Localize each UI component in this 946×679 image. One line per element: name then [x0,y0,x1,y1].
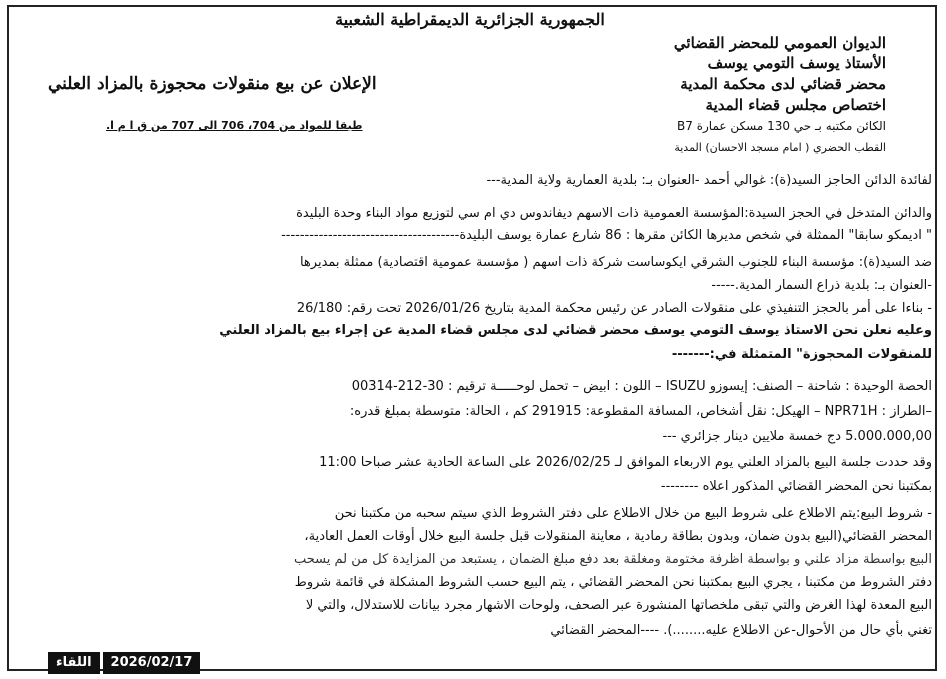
terms-line-4: دفتر الشروط من مكتبنا ، يجري البيع بمكتبنا نحن المحضر القضائي ، يتم البيع حسب الشروط المشكلة في قائمة شروط [294,575,932,590]
intervener-line-1: والدائن المتدخل في الحجز السيدة:المؤسسة العمومية ذات الاسهم ديفاندوس دي ام سي لتوزيع مواد البناء وحدة البليدة [296,206,932,221]
creditor-line: لفائدة الدائن الحاجز السيد(ة): غوالي أحمد -العنوان بـ: بلدية العمارية ولاية المدية--- [486,173,932,188]
debtor-line-2: -العنوان بـ: بلدية ذراع السمار المدية.----- [711,278,932,293]
footer-badges [48,652,203,674]
office-address: الكائن مكتبه بـ حي 130 مسكن عمارة B7 [677,119,886,133]
session-line-1: وقد حددت جلسة البيع بالمزاد العلني يوم الاربعاء الموافق لـ 2026/02/25 على الساعة الحادية عشر صباحا 11:00 [319,455,932,470]
order-line: - بناءا على أمر بالحجز التنفيذي على منقولات الصادر عن رئيس محكمة المدية بتاريخ 2026/01/26 تحت رقم: 26/180 [296,301,932,316]
lot-line-3: 5.000.000,00 دج خمسة ملايين دينار جزائري --- [662,429,932,444]
terms-line-5: البيع المعدة لهذا الغرض والتي تبقى ملخصاتها المنشورة عبر الصحف، ولوحات الاشهار مجرد بيانات للاستدلال، والتي لا [305,598,932,613]
announce-line-2: للمنقولات المحجوزة" المتمثلة في:------- [671,347,932,362]
newspaper-name: اللقاء [48,652,100,674]
publication-date: 2026/02/17 [103,652,201,674]
terms-line-3: البيع بواسطة مزاد علني و بواسطة اظرفة مختومة ومغلقة بعد دفع مبلغ الضمان ، يستبعد من المزايدة كل من لم يسحب [294,552,932,567]
legal-reference: طبقا للمواد من 704، 706 الى 707 من ق ا م ا. [106,119,363,132]
office-address-landmark: القطب الحضري ( امام مسجد الاحسان) المدية [674,141,886,154]
terms-line-2: المحضر القضائي(البيع بدون ضمان، وبدون بطاقة رمادية ، معاينة المنقولات قبل جلسة البيع خلال أوقات العمل العادية، [304,529,932,544]
lot-line-2: –الطراز : NPR71H – الهيكل: نقل أشخاص، المسافة المقطوعة: 291915 كم ، الحالة: متوسطة بمبلغ قدره: [349,404,932,419]
terms-line-1: - شروط البيع:يتم الاطلاع على شروط البيع من خلال الاطلاع على دفتر الشروط الذي سيتم سحبه من مكتبنا نحن [334,506,932,521]
debtor-line-1: ضد السيد(ة): مؤسسة البناء للجنوب الشرقي ايكوساست شركة ذات اسهم ( مؤسسة عمومية اقتصادية) ممثلة بمديرها [299,255,932,270]
announce-line-1: وعليه نعلن نحن الاستاذ يوسف التومي يوسف محضر قضائي لدى مجلس قضاء المدية عن إجراء بيع بالمزاد العلني [219,323,932,338]
office-title: الديوان العمومي للمحضر القضائي [673,34,886,52]
republic-heading: الجمهورية الجزائرية الديمقراطية الشعبية [335,10,605,29]
lot-line-1: الحصة الوحيدة : شاحنة – الصنف: إيسوزو ISUZU – اللون : ابيض – تحمل لوحـــــة ترقيم : 30-212-00314 [351,379,932,394]
terms-line-6: تغني بأي حال من الأحوال-عن الاطلاع عليه........). ----المحضر القضائي [550,623,932,638]
session-line-2: بمكتبنا نحن المحضر القضائي المذكور اعلاه -------- [660,479,932,494]
intervener-line-2: " اديمكو سابقا" الممثلة في شخص مديرها الكائن مقرها : 86 شارع عمارة يوسف البليدة-------------------------------------- [281,228,932,243]
bailiff-name: الأستاذ يوسف التومي يوسف [707,54,886,72]
announcement-title: الإعلان عن بيع منقولات محجوزة بالمزاد العلني [48,74,377,94]
court-name: محضر قضائي لدى محكمة المدية [680,75,886,93]
jurisdiction: اختصاص مجلس قضاء المدية [705,96,886,114]
